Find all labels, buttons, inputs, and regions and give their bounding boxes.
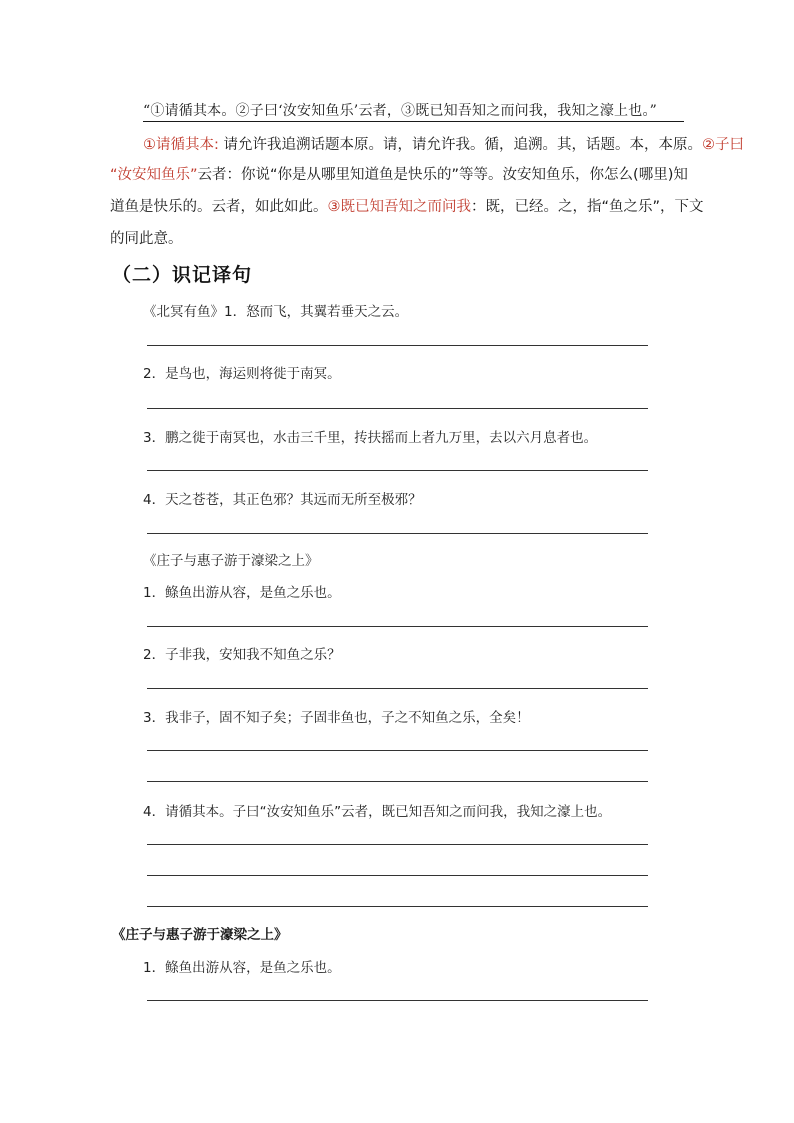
note-text-1: 请允许我追溯话题本原。请，请允许我。循，追溯。其，话题。本，本原。 [218,137,702,153]
answer-line[interactable] [147,470,648,471]
group3-item-1: 1．鲦鱼出游从容，是鱼之乐也。 [143,960,341,976]
answer-line[interactable] [147,750,648,751]
answer-line[interactable] [147,626,648,627]
note-text-3a: 道鱼是快乐的。云者，如此如此。 [110,199,328,215]
group2-title: 《庄子与惠子游于濠梁之上》 [143,553,319,569]
group3-title: 《庄子与惠子游于濠梁之上》 [112,927,288,943]
section-title: （二）识记译句 [112,264,253,286]
note-text-2: 云者：你说“你是从哪里知道鱼是快乐的”等等。汝安知鱼乐，你怎么(哪里)知 [197,167,688,183]
answer-line[interactable] [147,345,648,346]
note-term-2-start: ②子曰 [702,137,744,153]
group2-item-3: 3．我非子，固不知子矣；子固非鱼也，子之不知鱼之乐，全矣！ [143,710,530,726]
group1-item-4: 4．天之苍苍，其正色邪？其远而无所至极邪？ [143,492,422,508]
group1-item-2: 2．是鸟也，海运则将徙于南冥。 [143,366,341,382]
group2-item-2: 2．子非我，安知我不知鱼之乐？ [143,647,341,663]
note-term-1: ①请循其本: [143,137,219,153]
group2-item-1: 1．鲦鱼出游从容，是鱼之乐也。 [143,585,341,601]
group1-item-3: 3．鹏之徙于南冥也，水击三千里，抟扶摇而上者九万里，去以六月息者也。 [143,430,598,446]
quote-line: “①请循其本。②子曰‘汝安知鱼乐’云者，③既已知吾知之而问我，我知之濠上也。” [143,103,658,119]
note-line-4: 的同此意。 [110,231,183,247]
note-line-2 [110,163,688,184]
quote-underline [143,121,684,122]
answer-line[interactable] [147,1000,648,1001]
answer-line[interactable] [147,781,648,782]
note-text-3b: ：既，已经。之，指“鱼之乐”，下文 [471,199,704,215]
answer-line[interactable] [147,408,648,409]
group1-title: 《北冥有鱼》 [143,304,224,320]
group1-item-1-text: 1．怒而飞，其翼若垂天之云。 [224,304,409,320]
group1-item-1 [143,300,408,320]
answer-line[interactable] [147,875,648,876]
note-line-1 [143,133,744,154]
note-term-3: ③既已知吾知之而问我 [327,199,471,215]
note-term-2-end: “汝安知鱼乐” [110,167,198,183]
answer-line[interactable] [147,533,648,534]
answer-line[interactable] [147,688,648,689]
group2-item-4: 4．请循其本。子曰“汝安知鱼乐”云者，既已知吾知之而问我，我知之濠上也。 [143,804,612,820]
answer-line[interactable] [147,844,648,845]
note-line-3 [110,195,704,216]
answer-line[interactable] [147,906,648,907]
